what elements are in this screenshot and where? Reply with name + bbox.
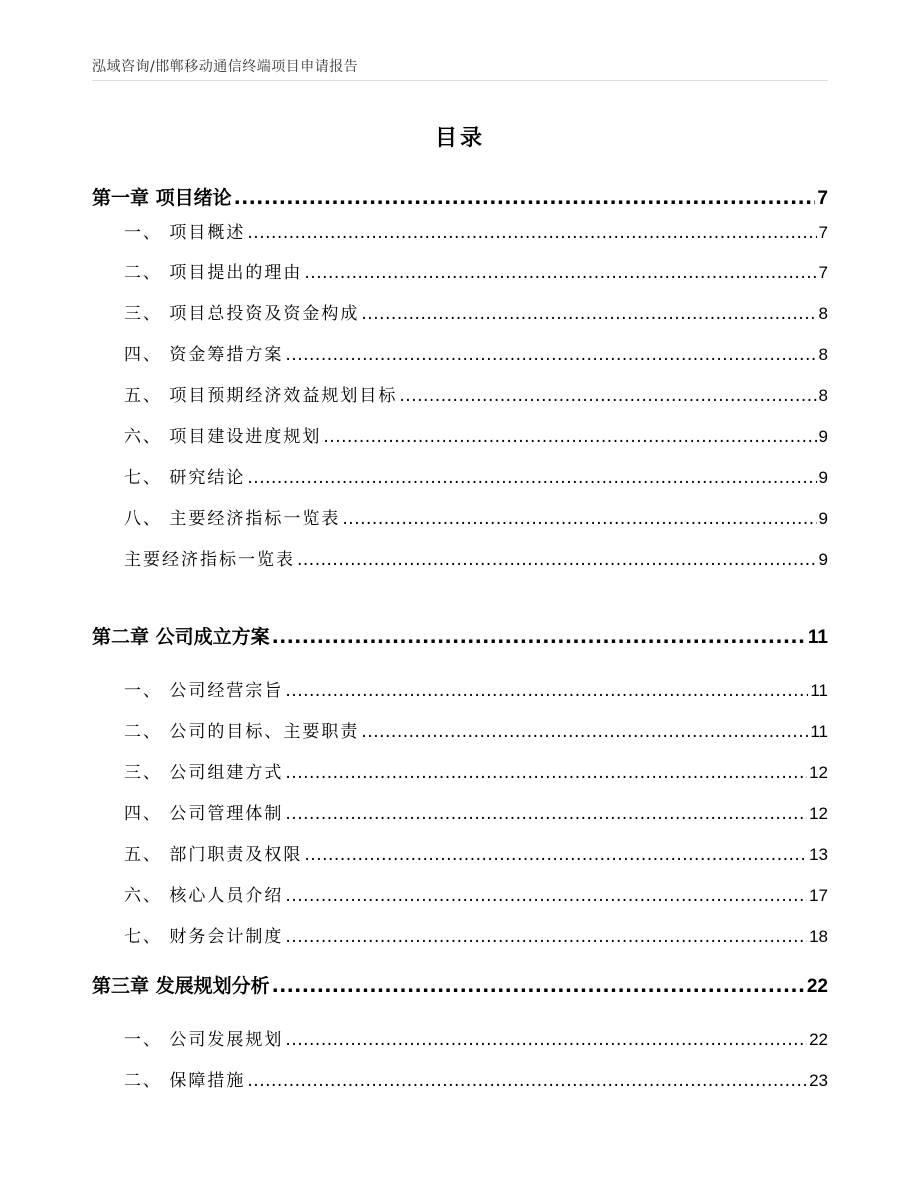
toc-page-number: 7 <box>818 263 828 282</box>
toc-leader-dots <box>297 550 817 570</box>
toc-page-number: 12 <box>809 763 828 782</box>
toc-entry-label: 二、 公司的目标、主要职责 <box>124 722 360 742</box>
toc-entry-label: 一、 公司发展规划 <box>124 1030 284 1050</box>
toc-page-number: 7 <box>817 188 828 209</box>
toc-leader-dots <box>399 386 816 406</box>
toc-page-number: 12 <box>809 804 828 823</box>
toc-page-number: 23 <box>809 1071 828 1090</box>
toc-entry-label: 五、 部门职责及权限 <box>124 845 303 865</box>
toc-entry-label: 第三章 发展规划分析 <box>92 975 270 997</box>
toc-page-number: 9 <box>818 427 828 446</box>
toc-entry-label: 六、 核心人员介绍 <box>124 886 284 906</box>
toc-chapter-1[interactable] <box>92 183 828 213</box>
header-divider <box>92 80 828 81</box>
toc-section-1-table[interactable] <box>124 545 828 571</box>
toc-entry-label: 第二章 公司成立方案 <box>92 626 270 648</box>
toc-leader-dots <box>247 223 816 243</box>
toc-leader-dots <box>285 804 807 824</box>
toc-leader-dots <box>285 1030 807 1050</box>
toc-entry-label: 五、 项目预期经济效益规划目标 <box>124 386 398 406</box>
toc-section-2-3[interactable] <box>124 758 828 784</box>
toc-page-number: 9 <box>818 509 828 528</box>
toc-entry-label: 七、 研究结论 <box>124 468 246 488</box>
toc-page-number: 22 <box>806 976 828 997</box>
toc-entry-label: 第一章 项目绪论 <box>92 187 232 209</box>
toc-leader-dots <box>285 886 807 906</box>
toc-section-1-8[interactable] <box>124 504 828 530</box>
toc-entry-label: 一、 项目概述 <box>124 223 246 243</box>
toc-section-2-6[interactable] <box>124 881 828 907</box>
toc-section-1-4[interactable] <box>124 340 828 366</box>
toc-page-number: 17 <box>809 886 828 905</box>
toc-entry-label: 六、 项目建设进度规划 <box>124 427 322 447</box>
toc-section-3-2[interactable] <box>124 1066 828 1092</box>
toc-page-number: 22 <box>809 1030 828 1049</box>
toc-entry-label: 三、 项目总投资及资金构成 <box>124 304 360 324</box>
toc-page-number: 11 <box>810 722 828 741</box>
toc-entry-label: 主要经济指标一览表 <box>124 550 295 570</box>
toc-entry-label: 一、 公司经营宗旨 <box>124 681 284 701</box>
toc-page-number: 7 <box>818 223 828 242</box>
toc-leader-dots <box>304 845 807 865</box>
toc-entry-label: 二、 保障措施 <box>124 1071 246 1091</box>
toc-leader-dots <box>304 263 816 283</box>
toc-section-1-5[interactable] <box>124 381 828 407</box>
toc-leader-dots <box>361 722 808 742</box>
toc-section-1-7[interactable] <box>124 463 828 489</box>
toc-page-number: 11 <box>810 681 828 700</box>
toc-leader-dots <box>234 187 816 209</box>
toc-section-2-7[interactable] <box>124 922 828 948</box>
toc-section-1-2[interactable] <box>124 258 828 284</box>
toc-entry-label: 八、 主要经济指标一览表 <box>124 509 341 529</box>
toc-section-3-1[interactable] <box>124 1025 828 1051</box>
toc-page-number: 9 <box>818 550 828 569</box>
page-title: 目录 <box>434 126 485 151</box>
toc-leader-dots <box>285 927 807 947</box>
toc-leader-dots <box>342 509 816 529</box>
toc-entry-label: 七、 财务会计制度 <box>124 927 284 947</box>
toc-leader-dots <box>272 626 806 648</box>
toc-page-number: 8 <box>818 386 828 405</box>
toc-chapter-2[interactable] <box>92 622 828 652</box>
toc-leader-dots <box>361 304 816 324</box>
toc-leader-dots <box>285 681 808 701</box>
toc-leader-dots <box>272 975 805 997</box>
toc-page-number: 8 <box>818 345 828 364</box>
toc-leader-dots <box>247 1071 807 1091</box>
toc-page-number: 18 <box>809 927 828 946</box>
toc-section-2-4[interactable] <box>124 799 828 825</box>
toc-page-number: 11 <box>807 627 828 648</box>
toc-leader-dots <box>323 427 816 447</box>
toc-entry-label: 三、 公司组建方式 <box>124 763 284 783</box>
toc-entry-label: 二、 项目提出的理由 <box>124 263 303 283</box>
toc-section-2-1[interactable] <box>124 676 828 702</box>
toc-leader-dots <box>247 468 816 488</box>
toc-leader-dots <box>285 345 816 365</box>
page-header: 泓域咨询/邯郸移动通信终端项目申请报告 <box>92 59 359 75</box>
toc-page-number: 8 <box>818 304 828 323</box>
toc-section-2-2[interactable] <box>124 717 828 743</box>
toc-chapter-3[interactable] <box>92 971 828 1001</box>
toc-section-1-3[interactable] <box>124 299 828 325</box>
toc-leader-dots <box>285 763 807 783</box>
toc-section-2-5[interactable] <box>124 840 828 866</box>
toc-page-number: 9 <box>818 468 828 487</box>
toc-page-number: 13 <box>809 845 828 864</box>
toc-section-1-6[interactable] <box>124 422 828 448</box>
toc-entry-label: 四、 资金筹措方案 <box>124 345 284 365</box>
toc-section-1-1[interactable] <box>124 218 828 244</box>
toc-entry-label: 四、 公司管理体制 <box>124 804 284 824</box>
